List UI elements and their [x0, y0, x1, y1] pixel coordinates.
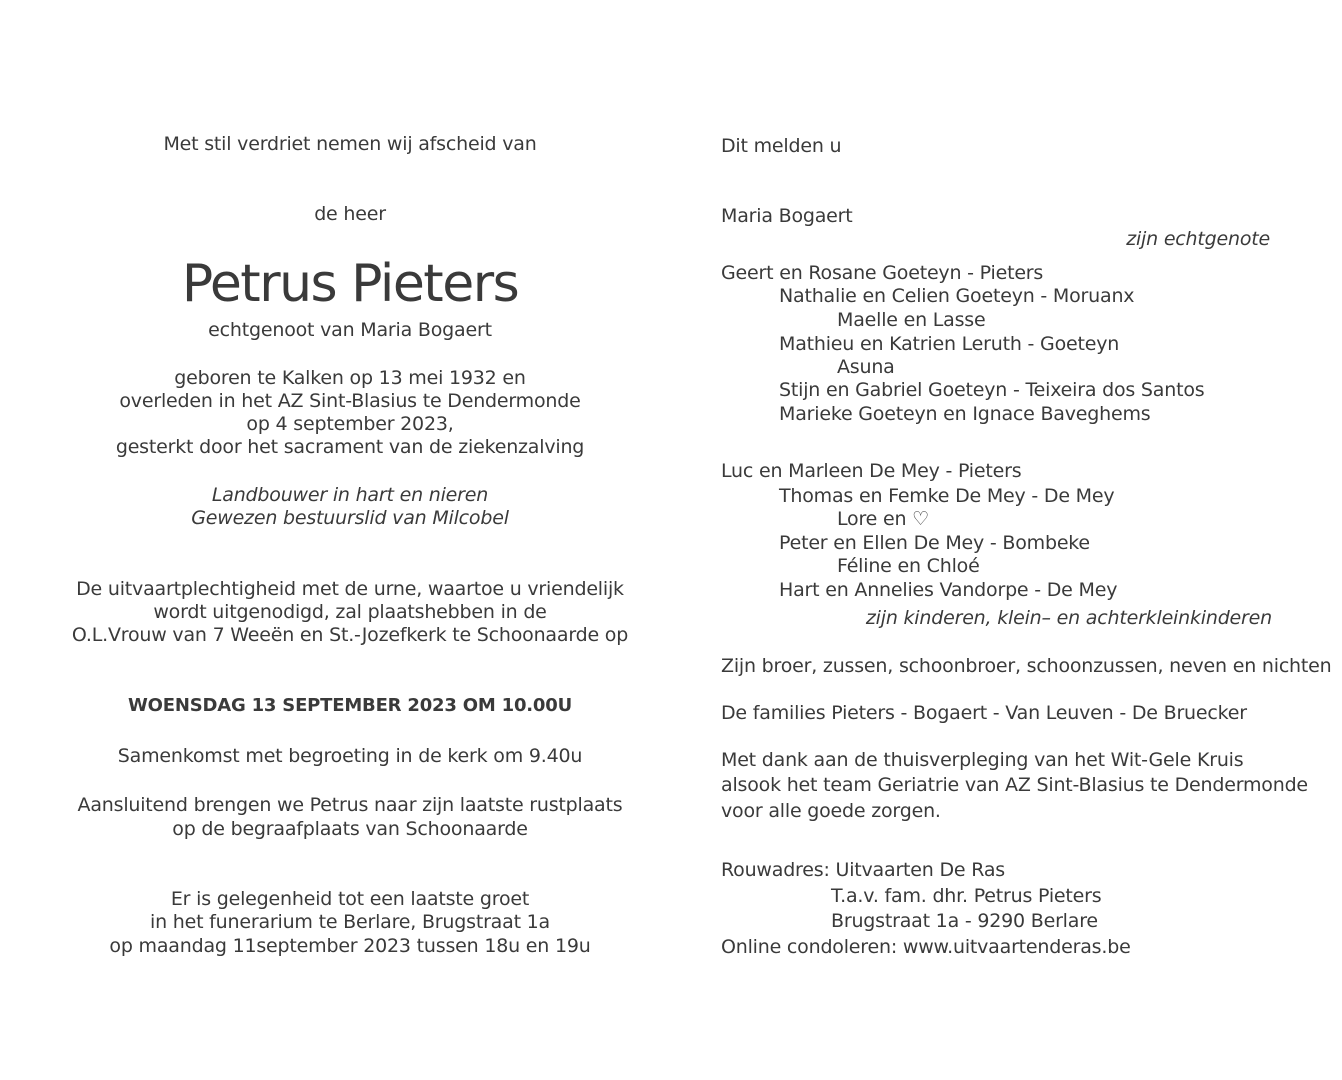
widow-name: Maria Bogaert: [721, 205, 853, 227]
family-line: Mathieu en Katrien Leruth - Goeteyn: [779, 333, 1120, 355]
family-line: Féline en Chloé: [837, 555, 980, 577]
families-line: De families Pieters - Bogaert - Van Leuven - De Bruecker: [721, 702, 1247, 724]
family-line: Asuna: [837, 356, 895, 378]
family-line: Luc en Marleen De Mey - Pieters: [721, 460, 1022, 482]
birth-line: overleden in het AZ Sint-Blasius te Dendermonde: [119, 390, 581, 412]
family-line: Marieke Goeteyn en Ignace Baveghems: [779, 403, 1151, 425]
birth-line: gesterkt door het sacrament van de ziekenzalving: [115, 436, 585, 458]
farewell-line: Er is gelegenheid tot een laatste groet: [170, 888, 530, 910]
deceased-name: Petrus Pieters: [181, 254, 519, 314]
ceremony-line: wordt uitgenodigd, zal plaatshebben in de: [153, 601, 547, 623]
ceremony-line: O.L.Vrouw van 7 Weeën en St.-Jozefkerk te Schoonaarde op: [71, 624, 629, 646]
salutation: de heer: [314, 203, 386, 225]
burial-line: Aansluitend brengen we Petrus naar zijn laatste rustplaats: [77, 794, 623, 816]
siblings-line: Zijn broer, zussen, schoonbroer, schoonzussen, neven en nichten: [721, 655, 1332, 677]
announce-text: Dit melden u: [721, 135, 842, 157]
ceremony-line: De uitvaartplechtigheid met de urne, waartoe u vriendelijk: [76, 578, 624, 600]
thanks-line: voor alle goede zorgen.: [721, 800, 941, 822]
online-condolence: Online condoleren: www.uitvaartenderas.be: [721, 936, 1131, 958]
family-line: Stijn en Gabriel Goeteyn - Teixeira dos Santos: [779, 379, 1205, 401]
farewell-line: op maandag 11september 2023 tussen 18u en 19u: [109, 935, 591, 957]
family-line: Nathalie en Celien Goeteyn - Moruanx: [779, 285, 1135, 307]
children-role: zijn kinderen, klein– en achterkleinkinderen: [865, 607, 1272, 629]
intro-text: Met stil verdriet nemen wij afscheid van: [163, 133, 537, 155]
thanks-line: alsook het team Geriatrie van AZ Sint-Blasius te Dendermonde: [721, 774, 1308, 796]
family-line: Geert en Rosane Goeteyn - Pieters: [721, 262, 1044, 284]
spouse-line: echtgenoot van Maria Bogaert: [208, 319, 492, 341]
thanks-line: Met dank aan de thuisverpleging van het Wit-Gele Kruis: [721, 749, 1244, 771]
family-line: Peter en Ellen De Mey - Bombeke: [779, 532, 1090, 554]
family-line: Thomas en Femke De Mey - De Mey: [779, 485, 1115, 507]
family-line: Hart en Annelies Vandorpe - De Mey: [779, 579, 1118, 601]
burial-line: op de begraafplaats van Schoonaarde: [172, 818, 528, 840]
motto-line: Gewezen bestuurslid van Milcobel: [191, 507, 509, 529]
address-line: T.a.v. fam. dhr. Petrus Pieters: [831, 885, 1102, 907]
birth-line: op 4 september 2023,: [246, 413, 454, 435]
family-line: Lore en ♡: [837, 508, 930, 530]
family-line: Maelle en Lasse: [837, 309, 986, 331]
address-line: Brugstraat 1a - 9290 Berlare: [831, 910, 1098, 932]
widow-role: zijn echtgenote: [1126, 228, 1270, 250]
farewell-line: in het funerarium te Berlare, Brugstraat 1a: [150, 911, 550, 933]
motto-line: Landbouwer in hart en nieren: [211, 484, 489, 506]
address-label: Rouwadres: Uitvaarten De Ras: [721, 859, 1005, 881]
ceremony-date: WOENSDAG 13 SEPTEMBER 2023 OM 10.00U: [128, 695, 572, 716]
birth-line: geboren te Kalken op 13 mei 1932 en: [174, 367, 526, 389]
gathering-text: Samenkomst met begroeting in de kerk om 9.40u: [117, 745, 583, 767]
